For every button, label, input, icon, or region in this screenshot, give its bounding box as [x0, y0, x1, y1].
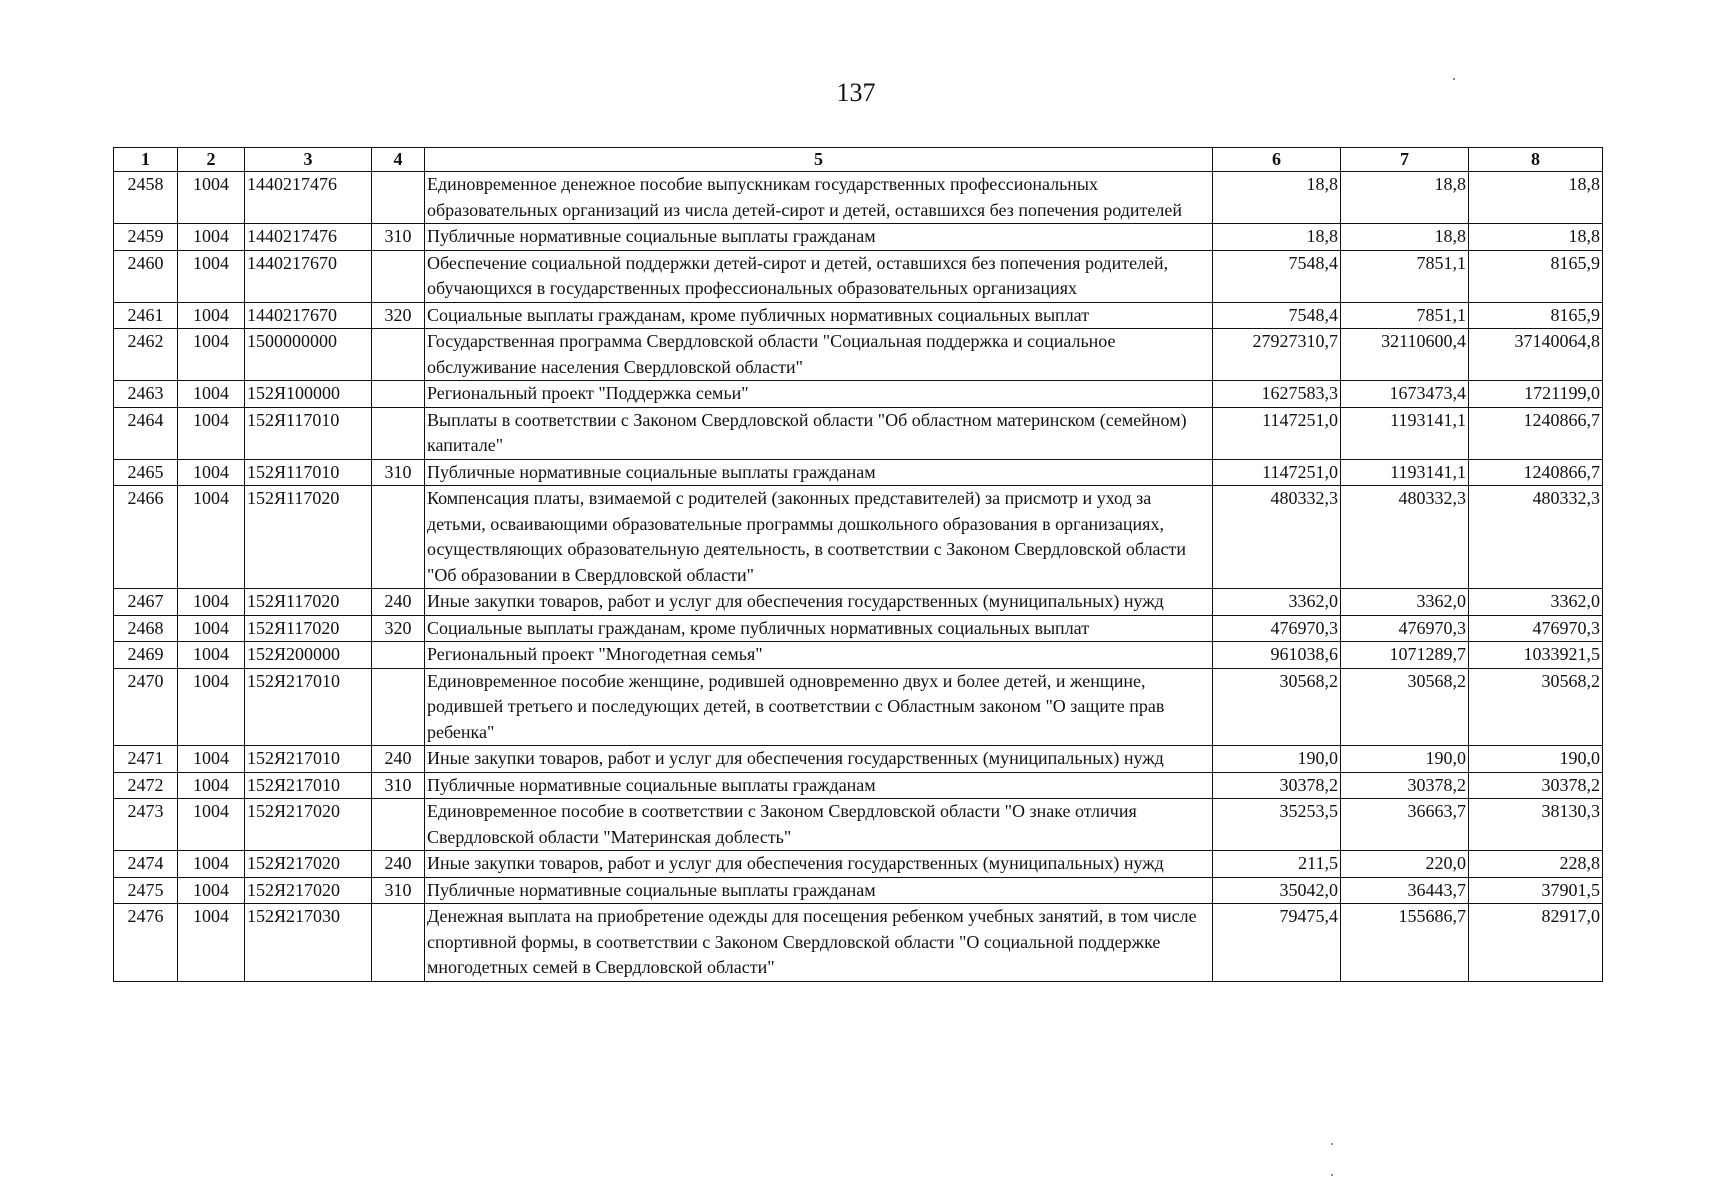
target-code-cell: 152Я117020	[245, 589, 372, 616]
description-cell: Денежная выплата на приобретение одежды для посещения ребенком учебных занятий, в том числе спортивной формы, в соответствии с Законом Свердловской области "О социальной поддержке многодетных семей в Свердловской области"	[425, 904, 1213, 982]
amount-col7-cell: 480332,3	[1341, 486, 1469, 589]
target-code-cell: 152Я117020	[245, 486, 372, 589]
expense-type-cell	[372, 642, 425, 669]
scan-speck	[1331, 1174, 1333, 1176]
section-code-cell: 1004	[178, 224, 245, 251]
table-row	[114, 302, 1603, 329]
description-cell: Единовременное пособие в соответствии с Законом Свердловской области "О знаке отличия Свердловской области "Материнская доблесть"	[425, 799, 1213, 851]
amount-col6-cell: 1147251,0	[1213, 407, 1341, 459]
amount-col8-cell: 18,8	[1469, 224, 1603, 251]
scan-speck	[1453, 78, 1455, 80]
amount-col6-cell: 1147251,0	[1213, 459, 1341, 486]
description-cell: Компенсация платы, взимаемой с родителей (законных представителей) за присмотр и уход за детьми, осваивающими образовательные программы дошкольного образования в организациях, осуществляющих образовательную деятельность, в соответствии с Законом Свердловской области "Об образовании в Свердловской области"	[425, 486, 1213, 589]
amount-col8-cell: 190,0	[1469, 746, 1603, 773]
amount-col6-cell: 476970,3	[1213, 615, 1341, 642]
section-code-cell: 1004	[178, 615, 245, 642]
target-code-cell: 152Я217010	[245, 668, 372, 746]
amount-col7-cell: 1673473,4	[1341, 381, 1469, 408]
description-cell: Социальные выплаты гражданам, кроме публичных нормативных социальных выплат	[425, 615, 1213, 642]
table-row	[114, 877, 1603, 904]
description-cell: Региональный проект "Поддержка семьи"	[425, 381, 1213, 408]
target-code-cell: 152Я117010	[245, 459, 372, 486]
amount-col8-cell: 30378,2	[1469, 772, 1603, 799]
amount-col8-cell: 82917,0	[1469, 904, 1603, 982]
description-cell: Выплаты в соответствии с Законом Свердловской области "Об областном материнском (семейном) капитале"	[425, 407, 1213, 459]
table-body	[114, 172, 1603, 982]
expense-type-cell: 240	[372, 746, 425, 773]
description-cell: Единовременное денежное пособие выпускникам государственных профессиональных образовательных организаций из числа детей-сирот и детей, оставшихся без попечения родителей	[425, 172, 1213, 224]
row-number-cell: 2466	[114, 486, 178, 589]
amount-col7-cell: 36443,7	[1341, 877, 1469, 904]
amount-col8-cell: 1033921,5	[1469, 642, 1603, 669]
amount-col6-cell: 30378,2	[1213, 772, 1341, 799]
amount-col6-cell: 190,0	[1213, 746, 1341, 773]
description-cell: Публичные нормативные социальные выплаты гражданам	[425, 224, 1213, 251]
amount-col7-cell: 155686,7	[1341, 904, 1469, 982]
amount-col8-cell: 18,8	[1469, 172, 1603, 224]
amount-col6-cell: 30568,2	[1213, 668, 1341, 746]
col-header: 5	[425, 148, 1213, 172]
row-number-cell: 2469	[114, 642, 178, 669]
target-code-cell: 1440217670	[245, 250, 372, 302]
expense-type-cell	[372, 381, 425, 408]
row-number-cell: 2470	[114, 668, 178, 746]
amount-col8-cell: 30568,2	[1469, 668, 1603, 746]
row-number-cell: 2463	[114, 381, 178, 408]
amount-col6-cell: 3362,0	[1213, 589, 1341, 616]
description-cell: Региональный проект "Многодетная семья"	[425, 642, 1213, 669]
amount-col8-cell: 8165,9	[1469, 250, 1603, 302]
target-code-cell: 152Я117020	[245, 615, 372, 642]
section-code-cell: 1004	[178, 302, 245, 329]
col-header: 8	[1469, 148, 1603, 172]
section-code-cell: 1004	[178, 642, 245, 669]
page-number: 137	[836, 78, 876, 107]
target-code-cell: 152Я217010	[245, 746, 372, 773]
expense-type-cell: 310	[372, 772, 425, 799]
row-number-cell: 2465	[114, 459, 178, 486]
target-code-cell: 152Я217020	[245, 799, 372, 851]
row-number-cell: 2468	[114, 615, 178, 642]
table-row	[114, 772, 1603, 799]
row-number-cell: 2467	[114, 589, 178, 616]
table-row	[114, 746, 1603, 773]
amount-col7-cell: 18,8	[1341, 172, 1469, 224]
section-code-cell: 1004	[178, 772, 245, 799]
col-header: 3	[245, 148, 372, 172]
description-cell: Публичные нормативные социальные выплаты гражданам	[425, 459, 1213, 486]
amount-col7-cell: 30378,2	[1341, 772, 1469, 799]
target-code-cell: 152Я217010	[245, 772, 372, 799]
amount-col6-cell: 27927310,7	[1213, 329, 1341, 381]
table-row	[114, 615, 1603, 642]
description-cell: Единовременное пособие женщине, родившей одновременно двух и более детей, и женщине, родившей третьего и последующих детей, в соответствии с Областным законом "О защите прав ребенка"	[425, 668, 1213, 746]
target-code-cell: 152Я217020	[245, 851, 372, 878]
section-code-cell: 1004	[178, 799, 245, 851]
amount-col8-cell: 476970,3	[1469, 615, 1603, 642]
scan-speck	[1331, 1143, 1333, 1145]
amount-col6-cell: 480332,3	[1213, 486, 1341, 589]
description-cell: Публичные нормативные социальные выплаты гражданам	[425, 877, 1213, 904]
budget-table	[113, 147, 1603, 982]
table-row	[114, 851, 1603, 878]
row-number-cell: 2471	[114, 746, 178, 773]
row-number-cell: 2461	[114, 302, 178, 329]
row-number-cell: 2464	[114, 407, 178, 459]
amount-col8-cell: 1721199,0	[1469, 381, 1603, 408]
table-row	[114, 668, 1603, 746]
table-row	[114, 381, 1603, 408]
col-header: 2	[178, 148, 245, 172]
amount-col6-cell: 35253,5	[1213, 799, 1341, 851]
amount-col8-cell: 38130,3	[1469, 799, 1603, 851]
section-code-cell: 1004	[178, 407, 245, 459]
expense-type-cell	[372, 668, 425, 746]
table-row	[114, 250, 1603, 302]
target-code-cell: 1440217476	[245, 172, 372, 224]
amount-col8-cell: 8165,9	[1469, 302, 1603, 329]
target-code-cell: 152Я217020	[245, 877, 372, 904]
amount-col7-cell: 1193141,1	[1341, 407, 1469, 459]
col-header: 4	[372, 148, 425, 172]
col-header: 1	[114, 148, 178, 172]
row-number-cell: 2474	[114, 851, 178, 878]
expense-type-cell: 310	[372, 877, 425, 904]
row-number-cell: 2458	[114, 172, 178, 224]
col-header: 7	[1341, 148, 1469, 172]
amount-col6-cell: 7548,4	[1213, 250, 1341, 302]
expense-type-cell	[372, 486, 425, 589]
row-number-cell: 2475	[114, 877, 178, 904]
header-row	[114, 148, 1603, 172]
table-row	[114, 642, 1603, 669]
amount-col6-cell: 18,8	[1213, 172, 1341, 224]
expense-type-cell: 320	[372, 302, 425, 329]
section-code-cell: 1004	[178, 329, 245, 381]
amount-col7-cell: 7851,1	[1341, 250, 1469, 302]
expense-type-cell: 320	[372, 615, 425, 642]
amount-col7-cell: 30568,2	[1341, 668, 1469, 746]
table-row	[114, 799, 1603, 851]
table-row	[114, 904, 1603, 982]
expense-type-cell: 310	[372, 459, 425, 486]
description-cell: Иные закупки товаров, работ и услуг для обеспечения государственных (муниципальных) нужд	[425, 589, 1213, 616]
table-row	[114, 486, 1603, 589]
amount-col7-cell: 18,8	[1341, 224, 1469, 251]
amount-col7-cell: 36663,7	[1341, 799, 1469, 851]
amount-col7-cell: 476970,3	[1341, 615, 1469, 642]
expense-type-cell	[372, 329, 425, 381]
amount-col8-cell: 1240866,7	[1469, 459, 1603, 486]
target-code-cell: 152Я117010	[245, 407, 372, 459]
section-code-cell: 1004	[178, 904, 245, 982]
section-code-cell: 1004	[178, 668, 245, 746]
table-row	[114, 589, 1603, 616]
table-row	[114, 459, 1603, 486]
amount-col8-cell: 37140064,8	[1469, 329, 1603, 381]
amount-col7-cell: 1071289,7	[1341, 642, 1469, 669]
amount-col6-cell: 1627583,3	[1213, 381, 1341, 408]
expense-type-cell	[372, 799, 425, 851]
description-cell: Обеспечение социальной поддержки детей-сирот и детей, оставшихся без попечения родителей, обучающихся в государственных профессиональных образовательных организациях	[425, 250, 1213, 302]
amount-col6-cell: 18,8	[1213, 224, 1341, 251]
description-cell: Иные закупки товаров, работ и услуг для обеспечения государственных (муниципальных) нужд	[425, 851, 1213, 878]
target-code-cell: 152Я100000	[245, 381, 372, 408]
row-number-cell: 2460	[114, 250, 178, 302]
amount-col8-cell: 1240866,7	[1469, 407, 1603, 459]
amount-col8-cell: 3362,0	[1469, 589, 1603, 616]
target-code-cell: 1440217670	[245, 302, 372, 329]
expense-type-cell	[372, 172, 425, 224]
amount-col6-cell: 961038,6	[1213, 642, 1341, 669]
description-cell: Публичные нормативные социальные выплаты гражданам	[425, 772, 1213, 799]
table-row	[114, 172, 1603, 224]
description-cell: Социальные выплаты гражданам, кроме публичных нормативных социальных выплат	[425, 302, 1213, 329]
amount-col6-cell: 211,5	[1213, 851, 1341, 878]
target-code-cell: 1440217476	[245, 224, 372, 251]
section-code-cell: 1004	[178, 250, 245, 302]
col-header: 6	[1213, 148, 1341, 172]
row-number-cell: 2459	[114, 224, 178, 251]
description-cell: Государственная программа Свердловской области "Социальная поддержка и социальное обслуживание населения Свердловской области"	[425, 329, 1213, 381]
section-code-cell: 1004	[178, 172, 245, 224]
amount-col7-cell: 7851,1	[1341, 302, 1469, 329]
expense-type-cell: 240	[372, 851, 425, 878]
target-code-cell: 152Я217030	[245, 904, 372, 982]
table-row	[114, 407, 1603, 459]
expense-type-cell	[372, 407, 425, 459]
table-row	[114, 224, 1603, 251]
target-code-cell: 152Я200000	[245, 642, 372, 669]
amount-col8-cell: 37901,5	[1469, 877, 1603, 904]
amount-col8-cell: 228,8	[1469, 851, 1603, 878]
expense-type-cell: 310	[372, 224, 425, 251]
target-code-cell: 1500000000	[245, 329, 372, 381]
expense-type-cell: 240	[372, 589, 425, 616]
expense-type-cell	[372, 904, 425, 982]
section-code-cell: 1004	[178, 589, 245, 616]
amount-col6-cell: 35042,0	[1213, 877, 1341, 904]
section-code-cell: 1004	[178, 746, 245, 773]
amount-col6-cell: 7548,4	[1213, 302, 1341, 329]
section-code-cell: 1004	[178, 381, 245, 408]
expense-type-cell	[372, 250, 425, 302]
amount-col7-cell: 1193141,1	[1341, 459, 1469, 486]
amount-col7-cell: 190,0	[1341, 746, 1469, 773]
row-number-cell: 2476	[114, 904, 178, 982]
table-row	[114, 329, 1603, 381]
row-number-cell: 2472	[114, 772, 178, 799]
amount-col6-cell: 79475,4	[1213, 904, 1341, 982]
row-number-cell: 2473	[114, 799, 178, 851]
amount-col7-cell: 220,0	[1341, 851, 1469, 878]
row-number-cell: 2462	[114, 329, 178, 381]
section-code-cell: 1004	[178, 486, 245, 589]
description-cell: Иные закупки товаров, работ и услуг для обеспечения государственных (муниципальных) нужд	[425, 746, 1213, 773]
amount-col8-cell: 480332,3	[1469, 486, 1603, 589]
section-code-cell: 1004	[178, 459, 245, 486]
amount-col7-cell: 32110600,4	[1341, 329, 1469, 381]
amount-col7-cell: 3362,0	[1341, 589, 1469, 616]
section-code-cell: 1004	[178, 851, 245, 878]
section-code-cell: 1004	[178, 877, 245, 904]
